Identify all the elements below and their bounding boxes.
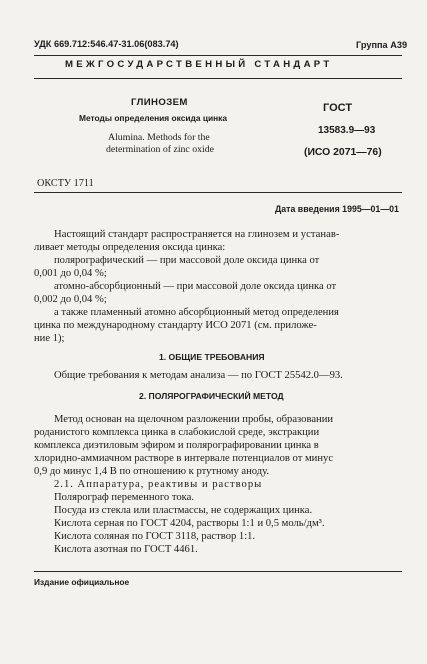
section-2-line: Полярограф переменного тока. bbox=[54, 492, 194, 503]
official-edition-note: Издание официальное bbox=[34, 577, 130, 587]
section-2-line: Кислота серная по ГОСТ 4204, растворы 1:1 и 0,5 моль/дм³. bbox=[54, 518, 325, 529]
intro-line: цинка по международному стандарту ИСО 2071 (см. приложе- bbox=[34, 320, 317, 331]
document-title: ГЛИНОЗЕМ bbox=[131, 97, 188, 108]
section-2-line: роданистого комплекса цинка в слабокислой среде, экстракции bbox=[34, 427, 320, 438]
section-2-line: комплекса диэтиловым эфиром и полярографировании цинка в bbox=[34, 440, 319, 451]
udk-code: УДК 669.712:546.47-31.06(083.74) bbox=[34, 39, 179, 49]
standard-type-banner: МЕЖГОСУДАРСТВЕННЫЙ СТАНДАРТ bbox=[65, 59, 333, 70]
intro-line: 0,002 до 0,04 %; bbox=[34, 294, 107, 305]
section-2-line: 0,9 до минус 1,4 В по отношению к ртутному аноду. bbox=[34, 466, 270, 477]
section-1-text: Общие требования к методам анализа — по ГОСТ 25542.0—93. bbox=[54, 370, 343, 381]
group-code: Группа А39 bbox=[356, 40, 408, 50]
section-2-line: Кислота соляная по ГОСТ 3118, раствор 1:1. bbox=[54, 531, 256, 542]
iso-reference: (ИСО 2071—76) bbox=[304, 147, 382, 158]
section-1-heading: 1. ОБЩИЕ ТРЕБОВАНИЯ bbox=[159, 352, 265, 362]
section-2-heading: 2. ПОЛЯРОГРАФИЧЕСКИЙ МЕТОД bbox=[139, 391, 284, 401]
section-2-line: Посуда из стекла или пластмассы, не содержащих цинка. bbox=[54, 505, 313, 516]
intro-line: Настоящий стандарт распространяется на глинозем и устанав- bbox=[54, 229, 340, 240]
document-subtitle: Методы определения оксида цинка bbox=[79, 113, 228, 123]
intro-line: а также пламенный атомно абсорбционный метод определения bbox=[54, 307, 339, 318]
gost-number: 13583.9—93 bbox=[318, 125, 376, 136]
intro-line: 0,001 до 0,04 %; bbox=[34, 268, 107, 279]
gost-label: ГОСТ bbox=[323, 102, 353, 114]
footer-divider bbox=[34, 571, 402, 572]
intro-line: ние 1); bbox=[34, 333, 65, 344]
intro-line: атомно-абсорбционный — при массовой доле оксида цинка от bbox=[54, 281, 337, 292]
intro-line: полярографический — при массовой доле оксида цинка от bbox=[54, 255, 320, 266]
effective-date: Дата введения 1995—01—01 bbox=[275, 204, 399, 214]
section-2-line: Кислота азотная по ГОСТ 4461. bbox=[54, 544, 198, 555]
intro-line: ливает методы определения оксида цинка: bbox=[34, 242, 226, 253]
subsection-2-1-heading: 2.1. Аппаратура, реактивы и растворы bbox=[54, 479, 263, 490]
english-title-line-1: Alumina. Methods for the bbox=[108, 132, 210, 143]
header-divider-bottom bbox=[34, 78, 402, 79]
section-2-line: хлоридно-аммиачном растворе в интервале потенциалов от минус bbox=[34, 453, 334, 464]
section-2-line: Метод основан на щелочном разложении пробы, образовании bbox=[54, 414, 334, 425]
header-divider-top bbox=[34, 55, 402, 56]
english-title-line-2: determination of zinc oxide bbox=[106, 144, 215, 155]
okstu-code: ОКСТУ 1711 bbox=[37, 178, 94, 189]
title-block-divider bbox=[34, 192, 402, 193]
